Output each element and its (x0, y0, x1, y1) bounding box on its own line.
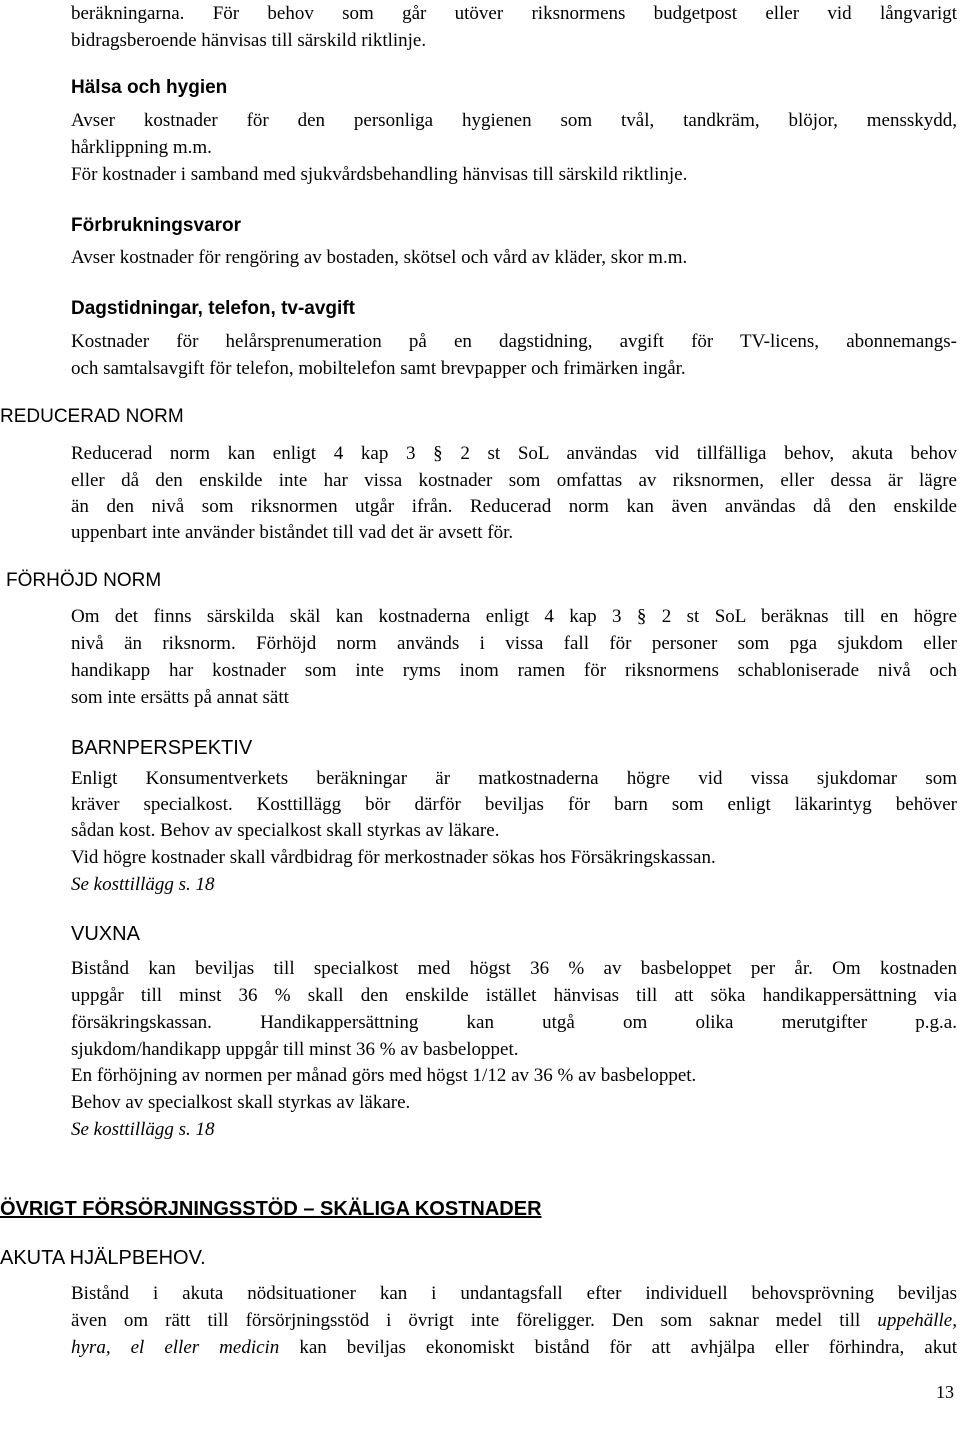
vuxna-line-5: En förhöjning av normen per månad görs med högst 1/12 av 36 % av basbeloppet. (71, 1065, 697, 1086)
reducerad-line-4: uppenbart inte använder biståndet till vad det är avsett för. (71, 522, 514, 543)
section-heading-dagstidningar: Dagstidningar, telefon, tv-avgift (71, 298, 355, 319)
intro-line-2: bidragsberoende hänvisas till särskild riktlinje. (71, 30, 427, 51)
barnperspektiv-line-1: Enligt Konsumentverkets beräkningar är matkostnaderna högre vid vissa sjukdomar som (71, 768, 957, 789)
page-number: 13 (936, 1382, 954, 1402)
reducerad-line-3: än den nivå som riksnormen utgår ifrån. Reducerad norm kan även användas då den enskilde (71, 496, 957, 517)
vuxna-line-3: försäkringskassan. Handikappersättning kan utgå om olika merutgifter p.g.a. (71, 1012, 957, 1033)
akuta-line-3-emphasis: hyra, el eller medicin (71, 1337, 280, 1358)
forhojd-line-3: handikapp har kostnader som inte ryms inom ramen för riksnormens schabloniserade nivå och (71, 660, 957, 681)
section-heading-reducerad-norm: REDUCERAD NORM (0, 406, 184, 427)
barnperspektiv-reference-link[interactable]: Se kosttillägg s. 18 (71, 874, 215, 895)
vuxna-line-1: Bistånd kan beviljas till specialkost med högst 36 % av basbeloppet per år. Om kostnaden (71, 958, 957, 979)
vuxna-reference-link[interactable]: Se kosttillägg s. 18 (71, 1119, 215, 1140)
forhojd-line-1: Om det finns särskilda skäl kan kostnaderna enligt 4 kap 3 § 2 st SoL beräknas till en högre (71, 606, 957, 627)
akuta-line-2 (71, 1307, 957, 1334)
akuta-line-2-emphasis: uppehälle, (877, 1310, 957, 1331)
halsa-line-1: Avser kostnader för den personliga hygienen som tvål, tandkräm, blöjor, mensskydd, (71, 110, 957, 131)
section-heading-halsa: Hälsa och hygien (71, 77, 228, 98)
section-heading-barnperspektiv: BARNPERSPEKTIV (71, 737, 253, 759)
section-heading-akuta-hjalpbehov: AKUTA HJÄLPBEHOV. (0, 1247, 206, 1269)
halsa-line-2: hårklippning m.m. (71, 137, 212, 158)
dagstidningar-line-1: Kostnader för helårsprenumeration på en dagstidning, avgift för TV-licens, abonnemangs- (71, 331, 957, 352)
akuta-line-3 (71, 1334, 957, 1361)
akuta-line-1: Bistånd i akuta nödsituationer kan i undantagsfall efter individuell behovsprövning beviljas (71, 1283, 957, 1304)
forhojd-line-4: som inte ersätts på annat sätt (71, 687, 289, 708)
intro-line-1: beräkningarna. För behov som går utöver riksnormens budgetpost eller vid långvarigt (71, 3, 957, 24)
forhojd-line-2: nivå än riksnorm. Förhöjd norm används i vissa fall för personer som pga sjukdom eller (71, 633, 957, 654)
forbrukning-line-1: Avser kostnader för rengöring av bostaden, skötsel och vård av kläder, skor m.m. (71, 247, 688, 268)
vuxna-line-4: sjukdom/handikapp uppgår till minst 36 % av basbeloppet. (71, 1039, 519, 1060)
barnperspektiv-line-2: kräver specialkost. Kosttillägg bör därför beviljas för barn som enligt läkarintyg behöver (71, 794, 957, 815)
section-heading-ovrigt: ÖVRIGT FÖRSÖRJNINGSSTÖD – SKÄLIGA KOSTNADER (0, 1198, 542, 1220)
vuxna-line-6: Behov av specialkost skall styrkas av läkare. (71, 1092, 411, 1113)
dagstidningar-line-2: och samtalsavgift för telefon, mobiltelefon samt brevpapper och frimärken ingår. (71, 358, 686, 379)
section-heading-forbrukningsvaror: Förbrukningsvaror (71, 215, 241, 236)
akuta-line-2-text: även om rätt till försörjningsstöd i övrigt inte föreligger. Den som saknar medel till (71, 1310, 878, 1331)
akuta-line-3-text: kan beviljas ekonomiskt bistånd för att avhjälpa eller förhindra, akut (279, 1337, 957, 1358)
barnperspektiv-line-3: sådan kost. Behov av specialkost skall styrkas av läkare. (71, 820, 500, 841)
reducerad-line-1: Reducerad norm kan enligt 4 kap 3 § 2 st SoL användas vid tillfälliga behov, akuta behov (71, 443, 957, 464)
reducerad-line-2: eller då den enskilde inte har vissa kostnader som omfattas av riksnormen, eller dessa är lägre (71, 470, 957, 491)
section-heading-vuxna: VUXNA (71, 923, 140, 945)
halsa-line-3: För kostnader i samband med sjukvårdsbehandling hänvisas till särskild riktlinje. (71, 164, 688, 185)
vuxna-line-2: uppgår till minst 36 % skall den enskilde istället hänvisas till att söka handikappersättning via (71, 985, 957, 1006)
barnperspektiv-line-4: Vid högre kostnader skall vårdbidrag för merkostnader sökas hos Försäkringskassan. (71, 847, 716, 868)
section-heading-forhojd-norm: FÖRHÖJD NORM (6, 570, 162, 591)
